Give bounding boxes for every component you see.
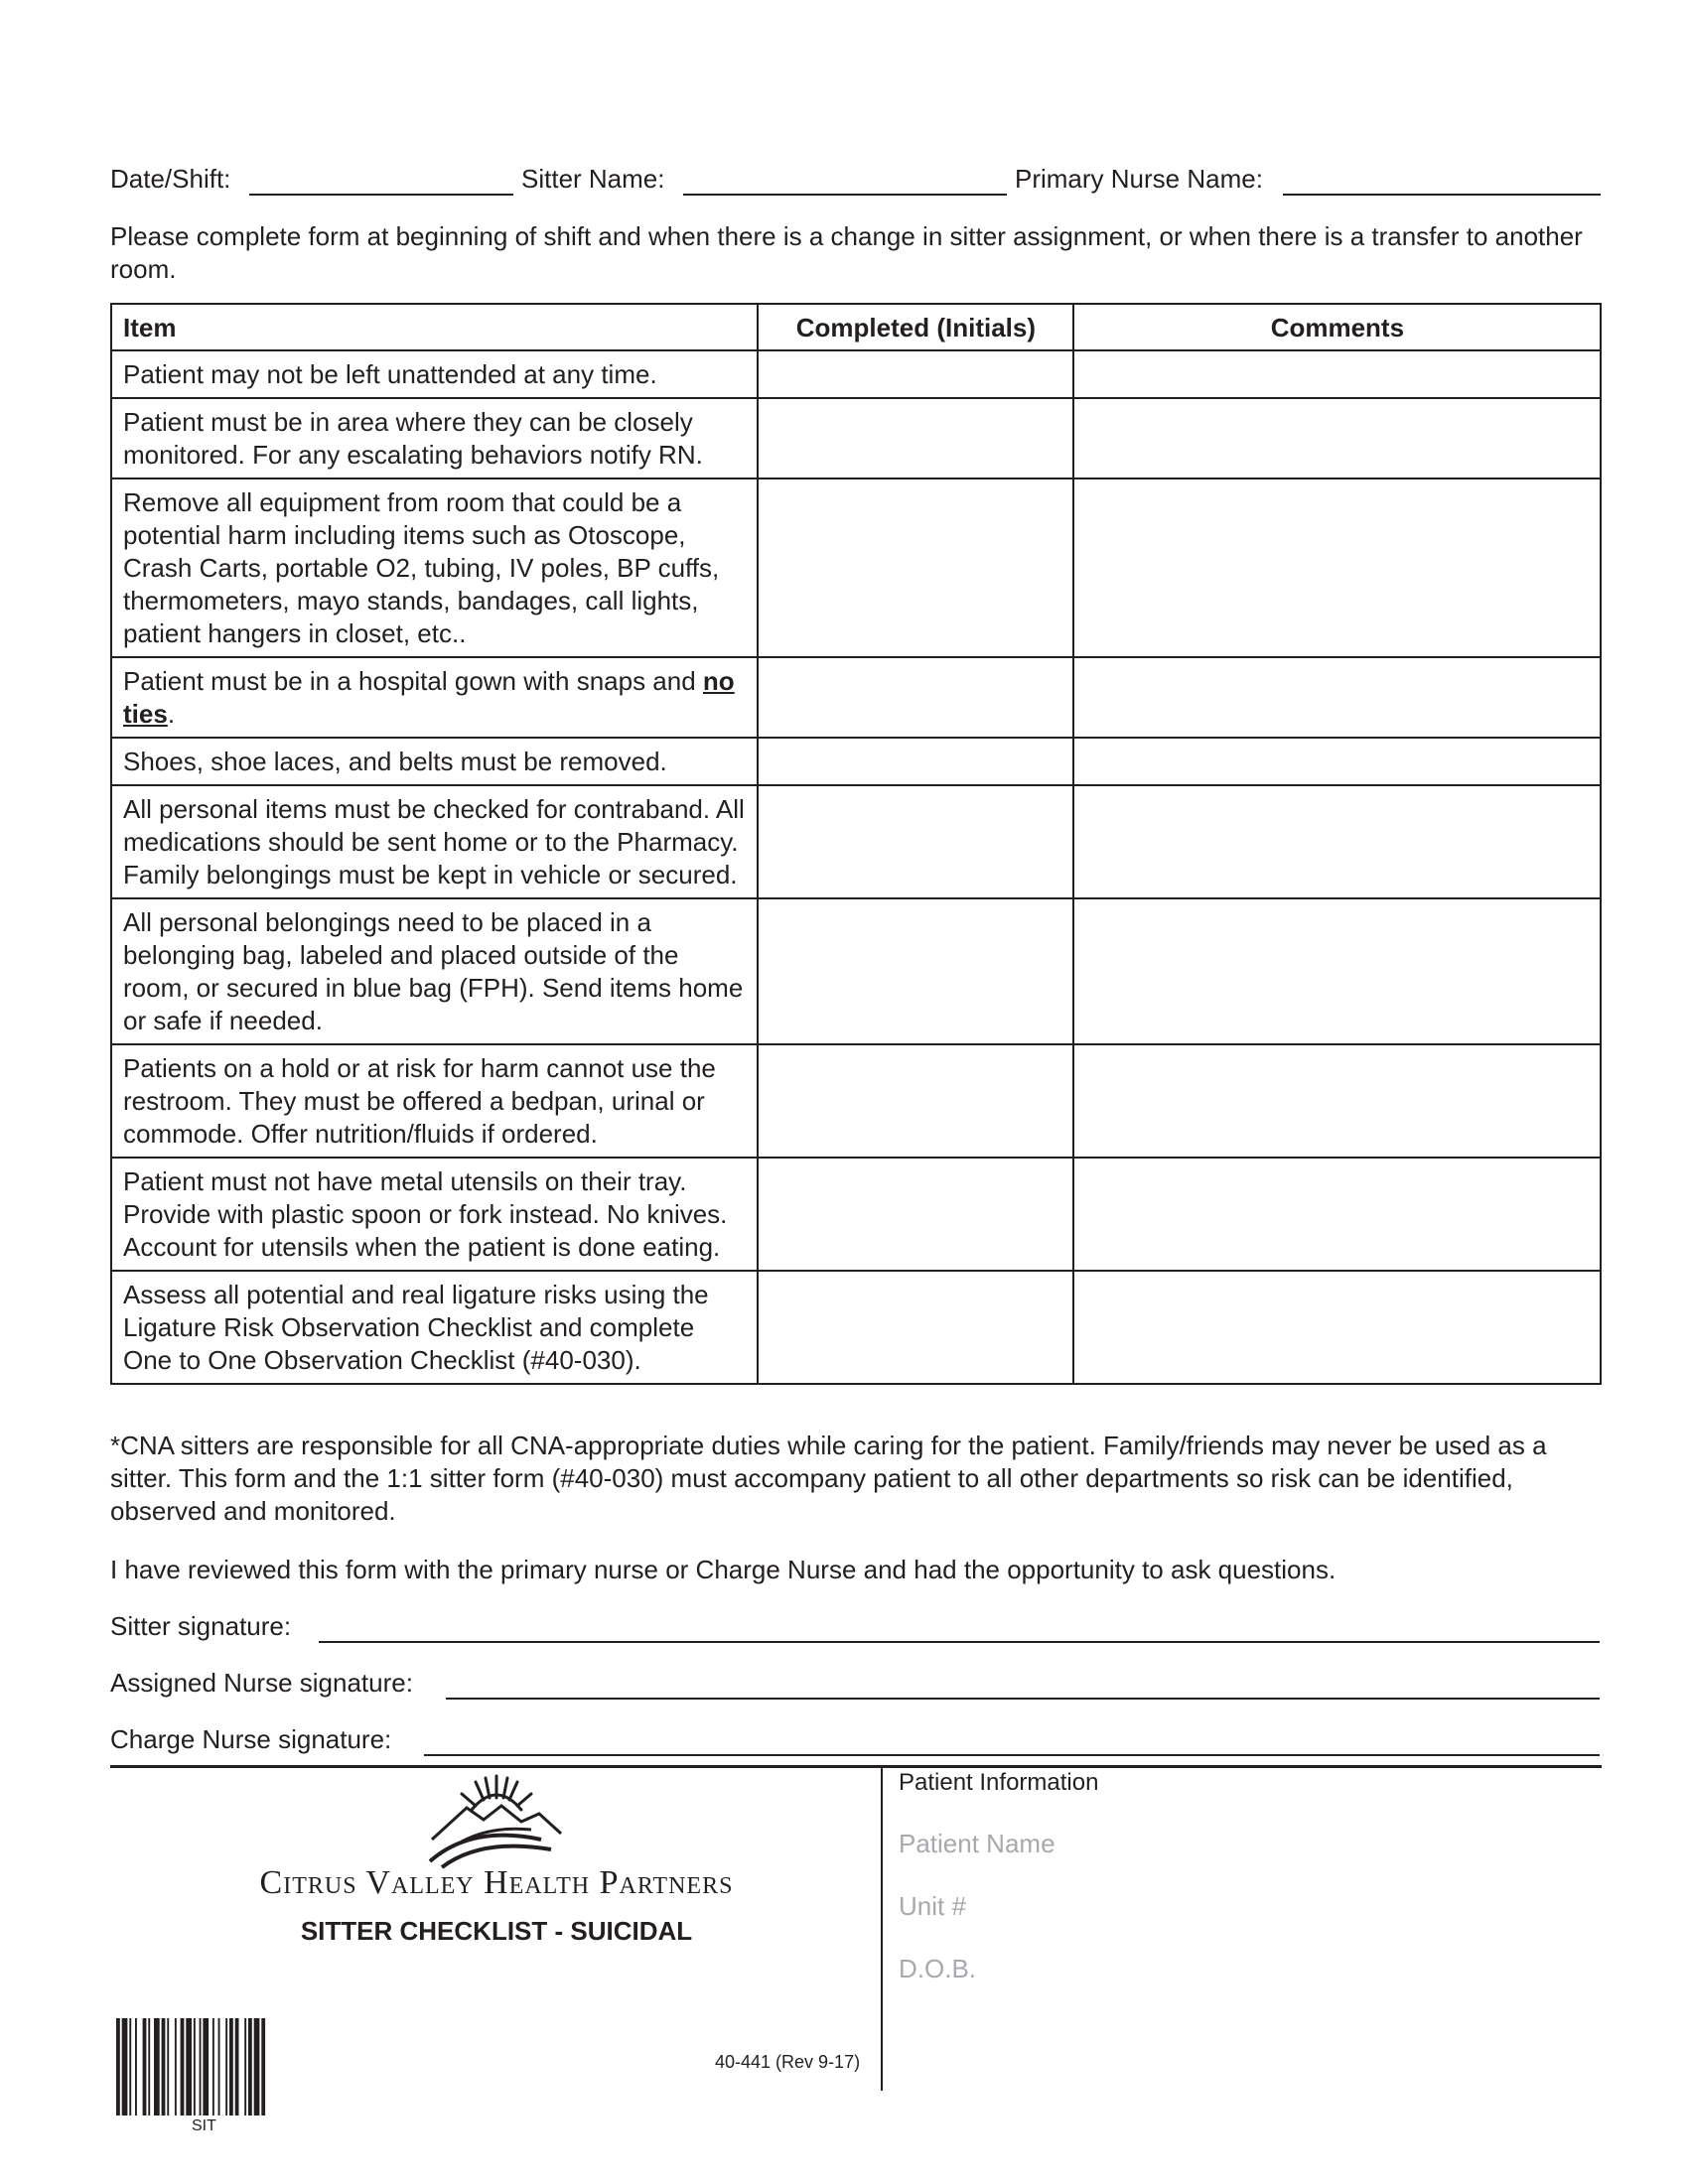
table-row	[111, 1044, 1601, 1158]
comments-cell[interactable]	[1073, 1044, 1601, 1158]
item-text: Patient must not have metal utensils on their tray. Provide with plastic spoon or fork instead. No knives. Account for utensils when the patient is done eating.	[111, 1158, 758, 1271]
item-text	[111, 657, 758, 738]
assigned-nurse-signature-field[interactable]	[446, 1698, 1600, 1700]
sitter-name-label: Sitter Name:	[521, 164, 665, 194]
initials-cell[interactable]	[758, 1158, 1073, 1271]
sitter-signature-field[interactable]	[319, 1641, 1600, 1643]
table-row	[111, 657, 1601, 738]
column-header-comments: Comments	[1073, 304, 1601, 350]
cna-footnote: *CNA sitters are responsible for all CNA-appropriate duties while caring for the patient. Family/friends may never be used as a sitter. This form and the 1:1 sitter form (#40-030) must accompany patient to all other departments so risk can be identified, observed and monitored.	[110, 1431, 1547, 1526]
initials-cell[interactable]	[758, 1044, 1073, 1158]
table-row	[111, 398, 1601, 478]
item-text: Patients on a hold or at risk for harm cannot use the restroom. They must be offered a bedpan, urinal or commode. Offer nutrition/fluids if ordered.	[111, 1044, 758, 1158]
item-text: Assess all potential and real ligature risks using the Ligature Risk Observation Checklist and complete One to One Observation Checklist (#40-030).	[111, 1271, 758, 1384]
no-ties-emphasis: no ties	[123, 666, 735, 729]
table-row	[111, 478, 1601, 657]
column-header-item: Item	[111, 304, 758, 350]
item-text: Shoes, shoe laces, and belts must be removed.	[111, 738, 758, 785]
date-shift-field[interactable]	[249, 194, 513, 196]
table-row	[111, 1158, 1601, 1271]
primary-nurse-label: Primary Nurse Name:	[1015, 164, 1263, 194]
dob-placeholder: D.O.B.	[899, 1954, 977, 1983]
initials-cell[interactable]	[758, 350, 1073, 398]
comments-cell[interactable]	[1073, 738, 1601, 785]
comments-cell[interactable]	[1073, 785, 1601, 898]
item-text-part: .	[167, 699, 176, 729]
charge-nurse-signature-row	[110, 1724, 1600, 1760]
checklist-table	[110, 303, 1602, 1385]
comments-cell[interactable]	[1073, 1271, 1601, 1384]
patient-info-divider	[881, 1765, 883, 2091]
unit-placeholder: Unit #	[899, 1891, 966, 1921]
table-row	[111, 898, 1601, 1044]
initials-cell[interactable]	[758, 785, 1073, 898]
table-row	[111, 1271, 1601, 1384]
table-row	[111, 785, 1601, 898]
assigned-nurse-signature-row	[110, 1668, 1600, 1704]
sitter-name-field[interactable]	[683, 194, 1007, 196]
initials-cell[interactable]	[758, 1271, 1073, 1384]
initials-cell[interactable]	[758, 478, 1073, 657]
column-header-completed: Completed (Initials)	[758, 304, 1073, 350]
patient-info-heading: Patient Information	[899, 1769, 1099, 1796]
organization-name: Citrus Valley Health Partners	[259, 1864, 734, 1901]
patient-name-placeholder: Patient Name	[899, 1829, 1055, 1858]
item-text-part: Patient must be in a hospital gown with snaps and	[123, 666, 703, 696]
sun-over-hills-icon	[422, 1770, 571, 1869]
charge-nurse-signature-label: Charge Nurse signature:	[110, 1724, 392, 1754]
barcode-label: SIT	[192, 2117, 216, 2134]
initials-cell[interactable]	[758, 898, 1073, 1044]
item-text: Patient must be in area where they can be closely monitored. For any escalating behaviors notify RN.	[111, 398, 758, 478]
charge-nurse-signature-field[interactable]	[424, 1754, 1600, 1756]
header-fields	[110, 164, 1600, 200]
comments-cell[interactable]	[1073, 398, 1601, 478]
barcode-icon	[116, 2018, 295, 2116]
initials-cell[interactable]	[758, 657, 1073, 738]
comments-cell[interactable]	[1073, 657, 1601, 738]
date-shift-label: Date/Shift:	[110, 164, 231, 194]
primary-nurse-field[interactable]	[1283, 194, 1601, 196]
sitter-signature-row	[110, 1611, 1600, 1647]
table-row	[111, 350, 1601, 398]
comments-cell[interactable]	[1073, 350, 1601, 398]
sitter-signature-label: Sitter signature:	[110, 1611, 292, 1641]
form-title: SITTER CHECKLIST - SUICIDAL	[300, 1916, 693, 1946]
table-row	[111, 738, 1601, 785]
comments-cell[interactable]	[1073, 1158, 1601, 1271]
form-number: 40-441 (Rev 9-17)	[715, 2052, 861, 2072]
initials-cell[interactable]	[758, 398, 1073, 478]
comments-cell[interactable]	[1073, 478, 1601, 657]
acknowledgement-text: I have reviewed this form with the primary nurse or Charge Nurse and had the opportunity to ask questions.	[110, 1555, 1336, 1584]
item-text: Patient may not be left unattended at any time.	[111, 350, 758, 398]
item-text: All personal items must be checked for contraband. All medications should be sent home or to the Pharmacy. Family belongings must be kept in vehicle or secured.	[111, 785, 758, 898]
item-text: Remove all equipment from room that could be a potential harm including items such as Otoscope, Crash Carts, portable O2, tubing, IV poles, BP cuffs, thermometers, mayo stands, bandages, call lights, patient hangers in closet, etc..	[111, 478, 758, 657]
footer-divider	[110, 1765, 1602, 1768]
comments-cell[interactable]	[1073, 898, 1601, 1044]
assigned-nurse-signature-label: Assigned Nurse signature:	[110, 1668, 413, 1698]
item-text: All personal belongings need to be placed in a belonging bag, labeled and placed outside of the room, or secured in blue bag (FPH). Send items home or safe if needed.	[111, 898, 758, 1044]
table-header-row	[111, 304, 1601, 350]
instructions-text: Please complete form at beginning of shift and when there is a change in sitter assignment, or when there is a transfer to another room.	[110, 221, 1583, 284]
initials-cell[interactable]	[758, 738, 1073, 785]
